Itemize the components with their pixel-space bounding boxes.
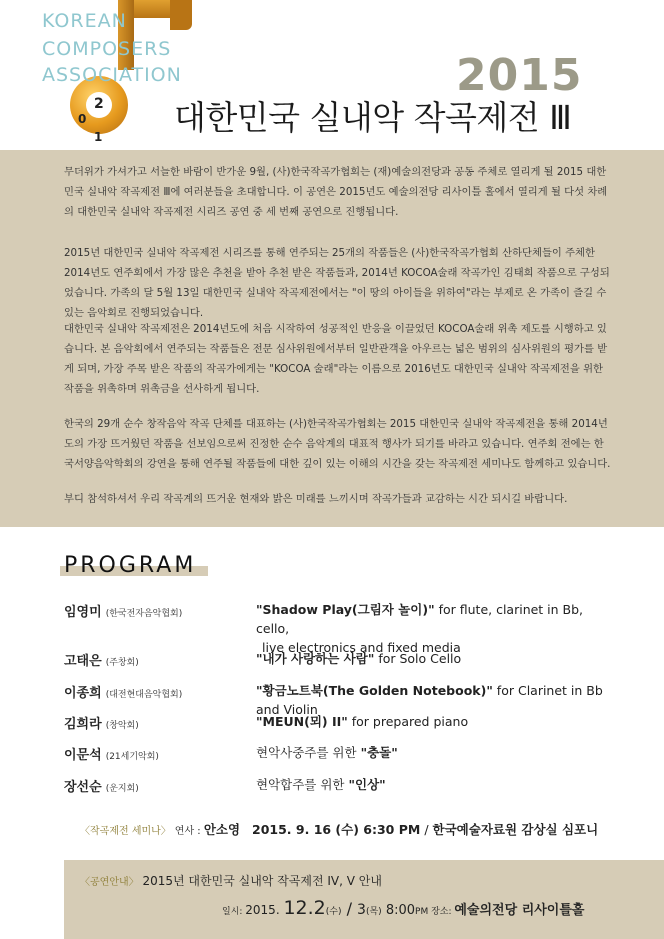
work-title: "황금노트북(The Golden Notebook)" for Clarinet in Bb and Violin: [256, 683, 603, 717]
notice-dates: 일시: 2015. 12.2(수) / 3(목) 8:00PM 장소: 예술의전당 리사이틀홀: [222, 897, 585, 919]
intro-paragraph-1: 무더위가 가셔가고 서늘한 바람이 반가운 9월, (사)한국작곡가협회는 (재)예술의전당과 공동 주체로 열리게 될 2015 대한민국 실내악 작곡제전 Ⅲ에 여러분들을 초대합니다. 이 공연은 2015년도 예술의전당 리사이틀 홀에서 열리게 될 다섯 차례의 대한민국 실내악 작곡제전 시리즈 공연 중 세 번째 공연으로 진행됩니다.: [64, 166, 608, 218]
program-title: PROGRAM: [64, 553, 197, 578]
logo-digit-1: 1: [94, 130, 103, 144]
seminar-place: 한국예술자료원 감상실 심포니: [432, 822, 599, 837]
event-year: 2015: [456, 50, 583, 101]
org-line-2: COMPOSERS: [42, 38, 172, 60]
notice-label: 〈공연안내〉: [80, 877, 139, 888]
intro-paragraph-4: 한국의 29개 순수 창작음악 작곡 단체를 대표하는 (사)한국작곡가협회는 2015 대한민국 실내악 작곡제전을 통해 2014년도의 가장 뜨거웠던 작품을 선보임으로써 진정한 순수 음악계의 대표적 행사가 되기를 바라고 있습니다. 연주회 전에는 한국서양음악학회의 강연을 통해 연주될 작품들에 대한 깊이 있는 이해의 시간을 갖는 작곡제전 세미나도 함께하고 있습니다.: [64, 418, 611, 470]
seminar-speaker: 안소영: [203, 822, 241, 837]
org-line-3: ASSOCIATION: [42, 64, 182, 86]
notice-heading: [80, 872, 382, 889]
composer-name: 김희라 (창악회): [64, 717, 139, 732]
composer-name: 이종희 (대전현대음악협회): [64, 686, 183, 701]
notice-text: 2015년 대한민국 실내악 작곡제전 IV, V 안내: [142, 874, 382, 888]
composer-name: 임영미 (한국전자음악협회): [64, 605, 183, 620]
event-title: 대한민국 실내악 작곡제전 Ⅲ: [174, 98, 572, 137]
seminar-info: 〈작곡제전 세미나〉 연사 : 안소영 2015. 9. 16 (수) 6:30 PM / 한국예술자료원 감상실 심포니: [80, 822, 599, 837]
composer-affiliation: (21세기악회): [105, 752, 159, 762]
seminar-speaker-label: 연사 :: [174, 826, 204, 837]
intro-paragraph-3: 대한민국 실내악 작곡제전은 2014년도에 처음 시작하여 성공적인 반응을 이끌었던 KOCOA술래 위촉 제도를 시행하고 있습니다. 본 음악회에서 연주되는 작품들은 전문 심사위원에서부터 일반관객을 아우르는 넓은 범위의 심사위원의 평가를 받게 되며, 가장 주목 받은 작품의 작곡가에게는 "KOCOA 술래"라는 이름으로 2016년도 대한민국 실내악 작곡제전을 위한 작품을 위촉하며 위촉금을 선사하게 됩니다.: [64, 323, 608, 395]
seminar-label: 〈작곡제전 세미나〉: [80, 826, 171, 837]
intro-paragraph-5: 부디 참석하셔서 우리 작곡계의 뜨거운 현재와 밝은 미래를 느끼시며 작곡가들과 교감하는 시간 되시길 바랍니다.: [64, 493, 568, 505]
logo-five-hook: [170, 0, 192, 30]
composer-affiliation: (대전현대음악협회): [105, 690, 183, 700]
org-line-1: KOREAN: [42, 10, 127, 32]
logo-digit-0: 0: [78, 112, 87, 126]
notice-venue: 예술의전당 리사이틀홀: [454, 903, 585, 918]
work-title: "내가 사랑하는 사람" for Solo Cello: [256, 651, 462, 666]
work-title: 현악사중주를 위한 "충돌": [256, 745, 398, 760]
composer-affiliation: (운지회): [105, 784, 139, 794]
composer-affiliation: (창악회): [105, 721, 139, 731]
work-title: "Shadow Play(그림자 놀이)" for flute, clarinet in Bb, cello, live electronics and fixed media: [256, 602, 584, 655]
logo-digit-2: 2: [94, 96, 104, 112]
composer-name: 장선순 (운지회): [64, 780, 139, 795]
composer-name: 고태은 (주창회): [64, 654, 139, 669]
work-title: "MEUN(뫼) II" for prepared piano: [256, 714, 469, 729]
seminar-datetime: 2015. 9. 16 (수) 6:30 PM: [252, 822, 421, 837]
composer-affiliation: (주창회): [105, 658, 139, 668]
intro-paragraph-2: 2015년 대한민국 실내악 작곡제전 시리즈를 통해 연주되는 25개의 작품들은 (사)한국작곡가협회 산하단체들이 주체한 2014년도 연주회에서 가장 많은 추천을 받아 추천 받은 작품들과, 2014년 KOCOA술래 작곡가인 김태희 작품으로 구성되었습니다. 가족의 달 5월 13일 대한민국 실내악 작곡제전에서는 "이 땅의 아이들을 위하여"라는 부제로 온 가족이 즐길 수 있는 음악회로 진행되었습니다.: [64, 247, 610, 319]
work-title: 현악합주를 위한 "인상": [256, 777, 386, 792]
composer-name: 이문석 (21세기악회): [64, 748, 159, 763]
composer-affiliation: (한국전자음악협회): [105, 609, 183, 619]
